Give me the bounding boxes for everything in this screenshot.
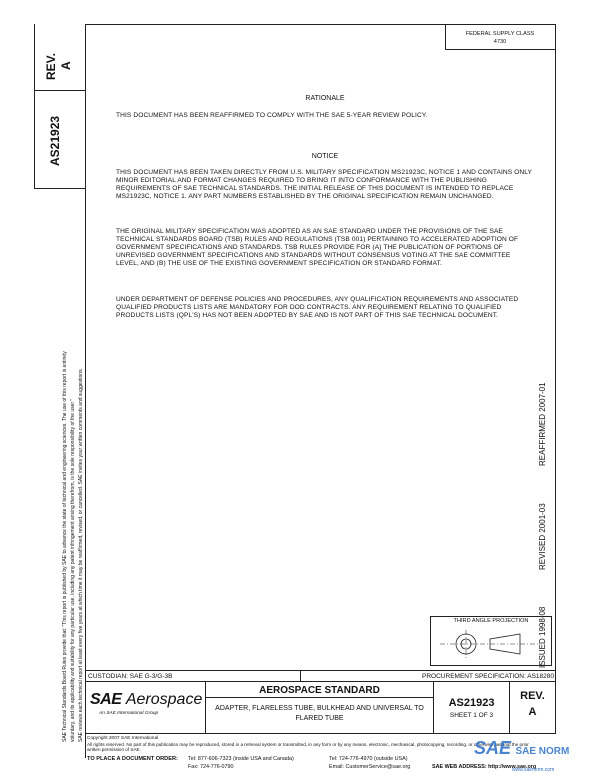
notice-paragraph-1: THIS DOCUMENT HAS BEEN TAKEN DIRECTLY FROM U.S. MILITARY SPECIFICATION MS21923C, NOTICE 1 AND CONTAINS ONLY MINOR EDITORIAL AND FORMAT CHANGES REQUIRED TO BRING IT INTO CONFORMANCE WITH THE PUBLISHING REQUIREMENTS OF SAE TECHNICAL STANDARDS. THE INITIAL RELEASE OF THIS DOCUMENT IS INTENDED TO REPLACE MS21923C, NOTICE 1. ANY PART NUMBERS ESTABLISHED BY THE ORIGINAL SPECIFICATION REMAIN UNCHANGED. xyxy=(116,169,532,201)
logo-sae: SAE xyxy=(90,691,122,708)
title-rev-value: A xyxy=(528,706,537,718)
order-fax: Fax: 724-776-0790 xyxy=(188,764,234,770)
order-email[interactable]: Email: CustomerService@sae.org xyxy=(329,764,411,770)
rights-notice: All rights reserved. No part of this publication may be reproduced, stored in a retrieval system or transmitted, in any form or by any means, electronic, mechanical, photocopying, recording, or otherwise, without the prior written permission of SAE. xyxy=(87,742,529,753)
revised-date: REVISED 2001-03 xyxy=(538,503,547,570)
notice-title: NOTICE xyxy=(311,153,339,160)
sae-aerospace-logo xyxy=(90,691,202,709)
left-doc-number: AS21923 xyxy=(48,115,62,166)
left-rev-value: A xyxy=(59,61,73,70)
custodian-text: CUSTODIAN: SAE G-3/G-3B xyxy=(88,673,173,680)
page-border-top xyxy=(85,24,556,25)
sae-web-address[interactable]: SAE WEB ADDRESS: http://www.sae.org xyxy=(432,764,537,770)
watermark xyxy=(474,738,569,759)
left-rev-label: REV. xyxy=(44,53,58,80)
title-block-bottom xyxy=(85,733,556,734)
header-info-line-1: FEDERAL SUPPLY CLASS xyxy=(465,31,535,37)
watermark-url: www.saenorm.com xyxy=(512,767,555,773)
left-margin-divider-2 xyxy=(34,188,86,189)
title-block-row-divider xyxy=(85,681,556,682)
projection-symbol xyxy=(432,626,550,664)
page-border-left xyxy=(85,24,86,758)
logo-aerospace: Aerospace xyxy=(125,691,203,708)
disclaimer-line-1: SAE Technical Standards Board Rules provide that: "This report is published by SAE to advance the state of technical and engineering sciences. The use of this report is entirely xyxy=(62,351,68,742)
page-border-right xyxy=(555,24,556,734)
header-box-bottom xyxy=(445,49,556,50)
issued-date: ISSUED 1998-08 xyxy=(538,606,547,668)
procurement-spec: PROCUREMENT SPECIFICATION: AS18280 xyxy=(422,673,554,680)
order-tel-1: Tel: 877-606-7323 (inside USA and Canada) xyxy=(188,756,294,762)
title-block-top xyxy=(85,670,556,671)
document-description: ADAPTER, FLARELESS TUBE, BULKHEAD AND UNIVERSAL TO FLARED TUBE xyxy=(215,705,424,722)
rationale-title: RATIONALE xyxy=(305,95,345,102)
disclaimer-line-2: voluntary, and its applicability and suitability for any particular use, including any patent infringement arising therefrom, is the sole responsibility of the user." xyxy=(70,399,76,742)
standard-label: AEROSPACE STANDARD xyxy=(259,685,380,696)
projection-label: THIRD ANGLE PROJECTION xyxy=(453,618,529,624)
notice-paragraph-2: THE ORIGINAL MILITARY SPECIFICATION WAS ADOPTED AS AN SAE STANDARD UNDER THE PROVISIONS OF THE SAE TECHNICAL STANDARDS BOARD (TSB) RULES AND REGULATIONS (TSB 001) PERTAINING TO ACCELERATED ADOPTION OF GOVERNMENT SPECIFICATIONS AND STANDARDS. TSB RULES PROVIDE FOR (A) THE PUBLICATION OF PORTIONS OF UNREVISED GOVERNMENT SPECIFICATIONS AND STANDARDS WITHOUT CONSENSUS VOTING AT THE SAE COMMITTEE LEVEL, AND (B) THE USE OF THE EXISTING GOVERNMENT SPECIFICATION OR STANDARD FORMAT. xyxy=(116,228,519,268)
left-margin-rule xyxy=(34,24,35,189)
order-tel-2: Tel: 724-776-4970 (outside USA) xyxy=(329,756,408,762)
rationale-text: THIS DOCUMENT HAS BEEN REAFFIRMED TO COMPLY WITH THE SAE 5-YEAR REVIEW POLICY. xyxy=(116,112,428,119)
watermark-logo: SAE xyxy=(474,738,512,758)
title-doc-number: AS21923 xyxy=(448,697,495,709)
left-margin-divider-1 xyxy=(34,90,86,91)
title-block-custodian-divider xyxy=(300,670,301,682)
order-label: TO PLACE A DOCUMENT ORDER: xyxy=(87,756,178,762)
copyright: Copyright 2007 SAE International xyxy=(87,736,159,741)
reaffirmed-date: REAFFIRMED 2007-01 xyxy=(538,382,547,466)
title-block-standard-rule xyxy=(205,697,434,698)
notice-paragraph-3: UNDER DEPARTMENT OF DEFENSE POLICIES AND PROCEDURES, ANY QUALIFICATION REQUIREMENTS AND ASSOCIATED QUALIFIED PRODUCTS LISTS ARE MANDATORY FOR DOD CONTRACTS. ANY REQUIREMENT RELATING TO QUALIFIED PRODUCTS LISTS (QPL'S) HAS NOT BEEN ADOPTED BY SAE AND IS NOT PART OF THIS SAE TECHNICAL DOCUMENT. xyxy=(116,296,519,320)
title-rev-label: REV. xyxy=(520,690,545,702)
sheet-number: SHEET 1 OF 3 xyxy=(449,712,494,719)
header-info-line-2: 4730 xyxy=(493,39,507,45)
disclaimer-line-3: SAE reviews each technical report at least every five years at which time it may be reaffirmed, revised, or cancelled. SAE invites your written comments and suggestions. xyxy=(78,368,84,742)
watermark-text: SAE NORM xyxy=(515,746,570,757)
logo-tagline: An SAE International Group xyxy=(99,711,159,716)
